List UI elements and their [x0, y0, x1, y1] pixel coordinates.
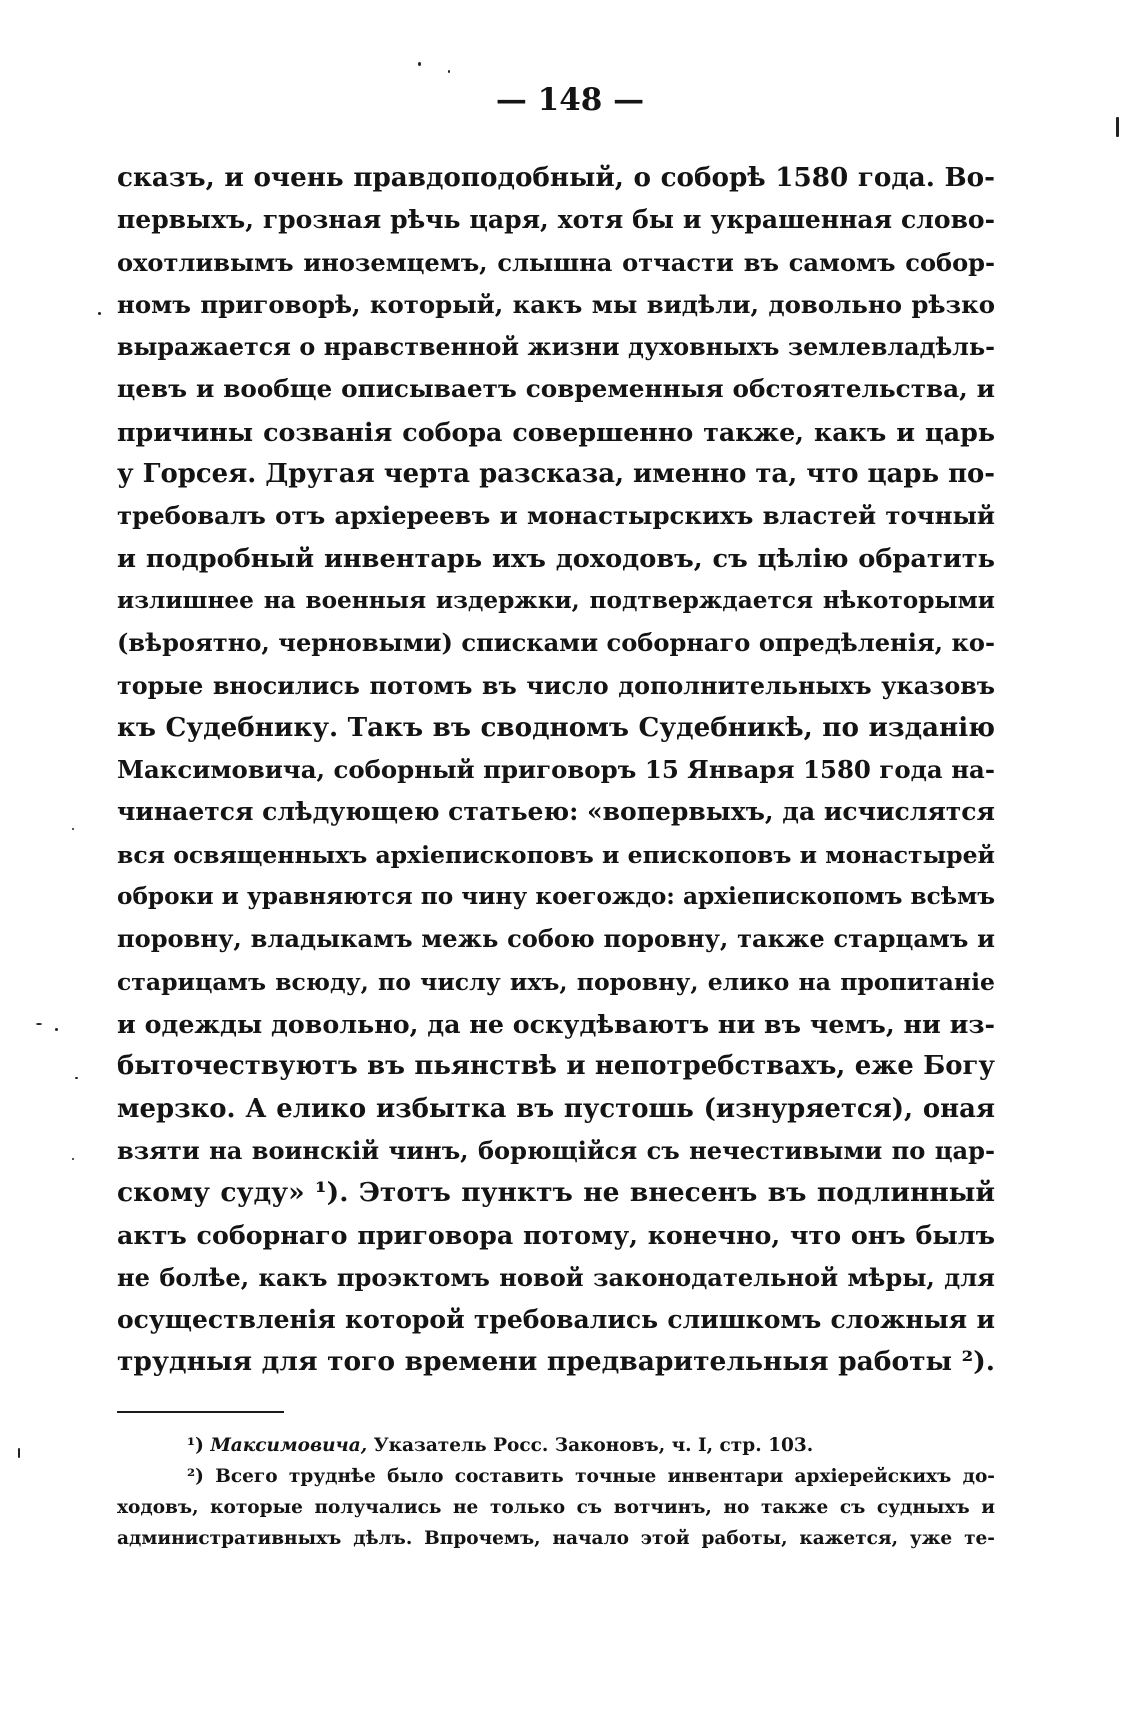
- text-line: номъ приговорѣ, который, какъ мы видѣли, довольно рѣзко: [117, 289, 995, 319]
- scan-speck: [418, 62, 421, 66]
- footnote-2-line: ходовъ, которые получались не только съ вотчинъ, но также съ судныхъ и: [117, 1497, 995, 1518]
- scan-speck: [55, 1028, 58, 1031]
- text-line: торые вносились потомъ въ число дополнительныхъ указовъ: [117, 671, 995, 700]
- footnote-1: [117, 1430, 995, 1461]
- footnotes: [117, 1430, 995, 1554]
- scan-speck: [1116, 117, 1119, 137]
- scan-speck: [72, 1158, 74, 1160]
- text-line: скому суду» ¹). Этотъ пунктъ не внесенъ въ подлинный: [117, 1177, 995, 1209]
- footnote-2-line: административныхъ дѣлъ. Впрочемъ, начало этой работы, кажется, уже те-: [117, 1528, 995, 1549]
- text-line: взяти на воинскій чинъ, борющійся съ нечестивыми по цар-: [117, 1135, 995, 1165]
- text-line: выражается о нравственной жизни духовныхъ землевладѣль-: [117, 333, 995, 362]
- text-line: сказъ, и очень правдоподобный, о соборѣ 1580 года. Во-: [117, 162, 995, 193]
- text-line: и одежды довольно, да не оскудѣваютъ ни въ чемъ, ни из-: [117, 1008, 995, 1039]
- text-line: осуществленія которой требовались слишкомъ сложныя и: [117, 1305, 995, 1335]
- text-line: у Горсея. Другая черта разсказа, именно та, что царь по-: [117, 459, 996, 490]
- text-line: быточествуютъ въ пьянствѣ и непотребствахъ, еже Богу: [117, 1051, 995, 1082]
- text-line: актъ соборнаго приговора потому, конечно, что онъ былъ: [117, 1220, 995, 1251]
- text-line: цевъ и вообще описываетъ современныя обстоятельства, и: [117, 374, 995, 404]
- footnote-2-line: ²) Всего труднѣе было составить точные инвентари архіерейскихъ до-: [187, 1466, 995, 1487]
- scan-speck: [72, 828, 74, 830]
- scan-speck: [36, 1023, 42, 1025]
- text-line: требовалъ отъ архіереевъ и монастырскихъ властей точный: [117, 501, 995, 531]
- main-text: [117, 157, 995, 1384]
- text-line: причины созванія собора совершенно также, какъ и царь: [117, 416, 995, 447]
- text-line: трудныя для того времени предварительныя работы ²).: [117, 1346, 995, 1378]
- text-line: къ Судебнику. Такъ въ сводномъ Судебникѣ, по изданію: [117, 711, 995, 743]
- text-line: охотливымъ иноземцемъ, слышна отчасти въ самомъ собор-: [117, 247, 995, 277]
- footnote-divider: [117, 1411, 284, 1413]
- text-line: и подробный инвентарь ихъ доходовъ, съ цѣлію обратить: [117, 543, 995, 574]
- text-line: не болѣе, какъ проэктомъ новой законодательной мѣры, для: [117, 1262, 995, 1292]
- scan-speck: [448, 70, 450, 73]
- text-line: (вѣроятно, черновыми) списками соборнаго опредѣленія, ко-: [117, 628, 995, 658]
- text-line: старицамъ всюду, по числу ихъ, поровну, елико на пропитаніе: [117, 967, 995, 996]
- text-line: оброки и уравняются по чину коегождо: архіепископомъ всѣмъ: [117, 883, 995, 911]
- text-line: Максимовича, соборный приговоръ 15 Января 1580 года на-: [117, 755, 995, 785]
- text-line: вся освященныхъ архіепископовъ и епископовъ и монастырей: [117, 840, 995, 869]
- scan-speck: [98, 312, 101, 315]
- text-line: излишнее на военныя издержки, подтверждается нѣкоторыми: [117, 586, 995, 614]
- footnote-marker: ¹): [187, 1435, 204, 1456]
- footnote-text: Указатель Росс. Законовъ, ч. I, стр. 103.: [373, 1435, 814, 1456]
- footnote-author: Максимовича,: [210, 1435, 368, 1456]
- scan-speck: [18, 1448, 20, 1458]
- scan-speck: [75, 1077, 78, 1079]
- text-line: первыхъ, грозная рѣчь царя, хотя бы и украшенная слово-: [117, 205, 995, 235]
- text-line: мерзко. А елико избытка въ пустошь (изнуряется), оная: [117, 1093, 995, 1124]
- text-line: поровну, владыкамъ межь собою поровну, также старцамъ и: [117, 924, 995, 954]
- page-number: — 148 —: [495, 82, 645, 118]
- text-line: чинается слѣдующею статьею: «вопервыхъ, да исчислятся: [117, 797, 995, 827]
